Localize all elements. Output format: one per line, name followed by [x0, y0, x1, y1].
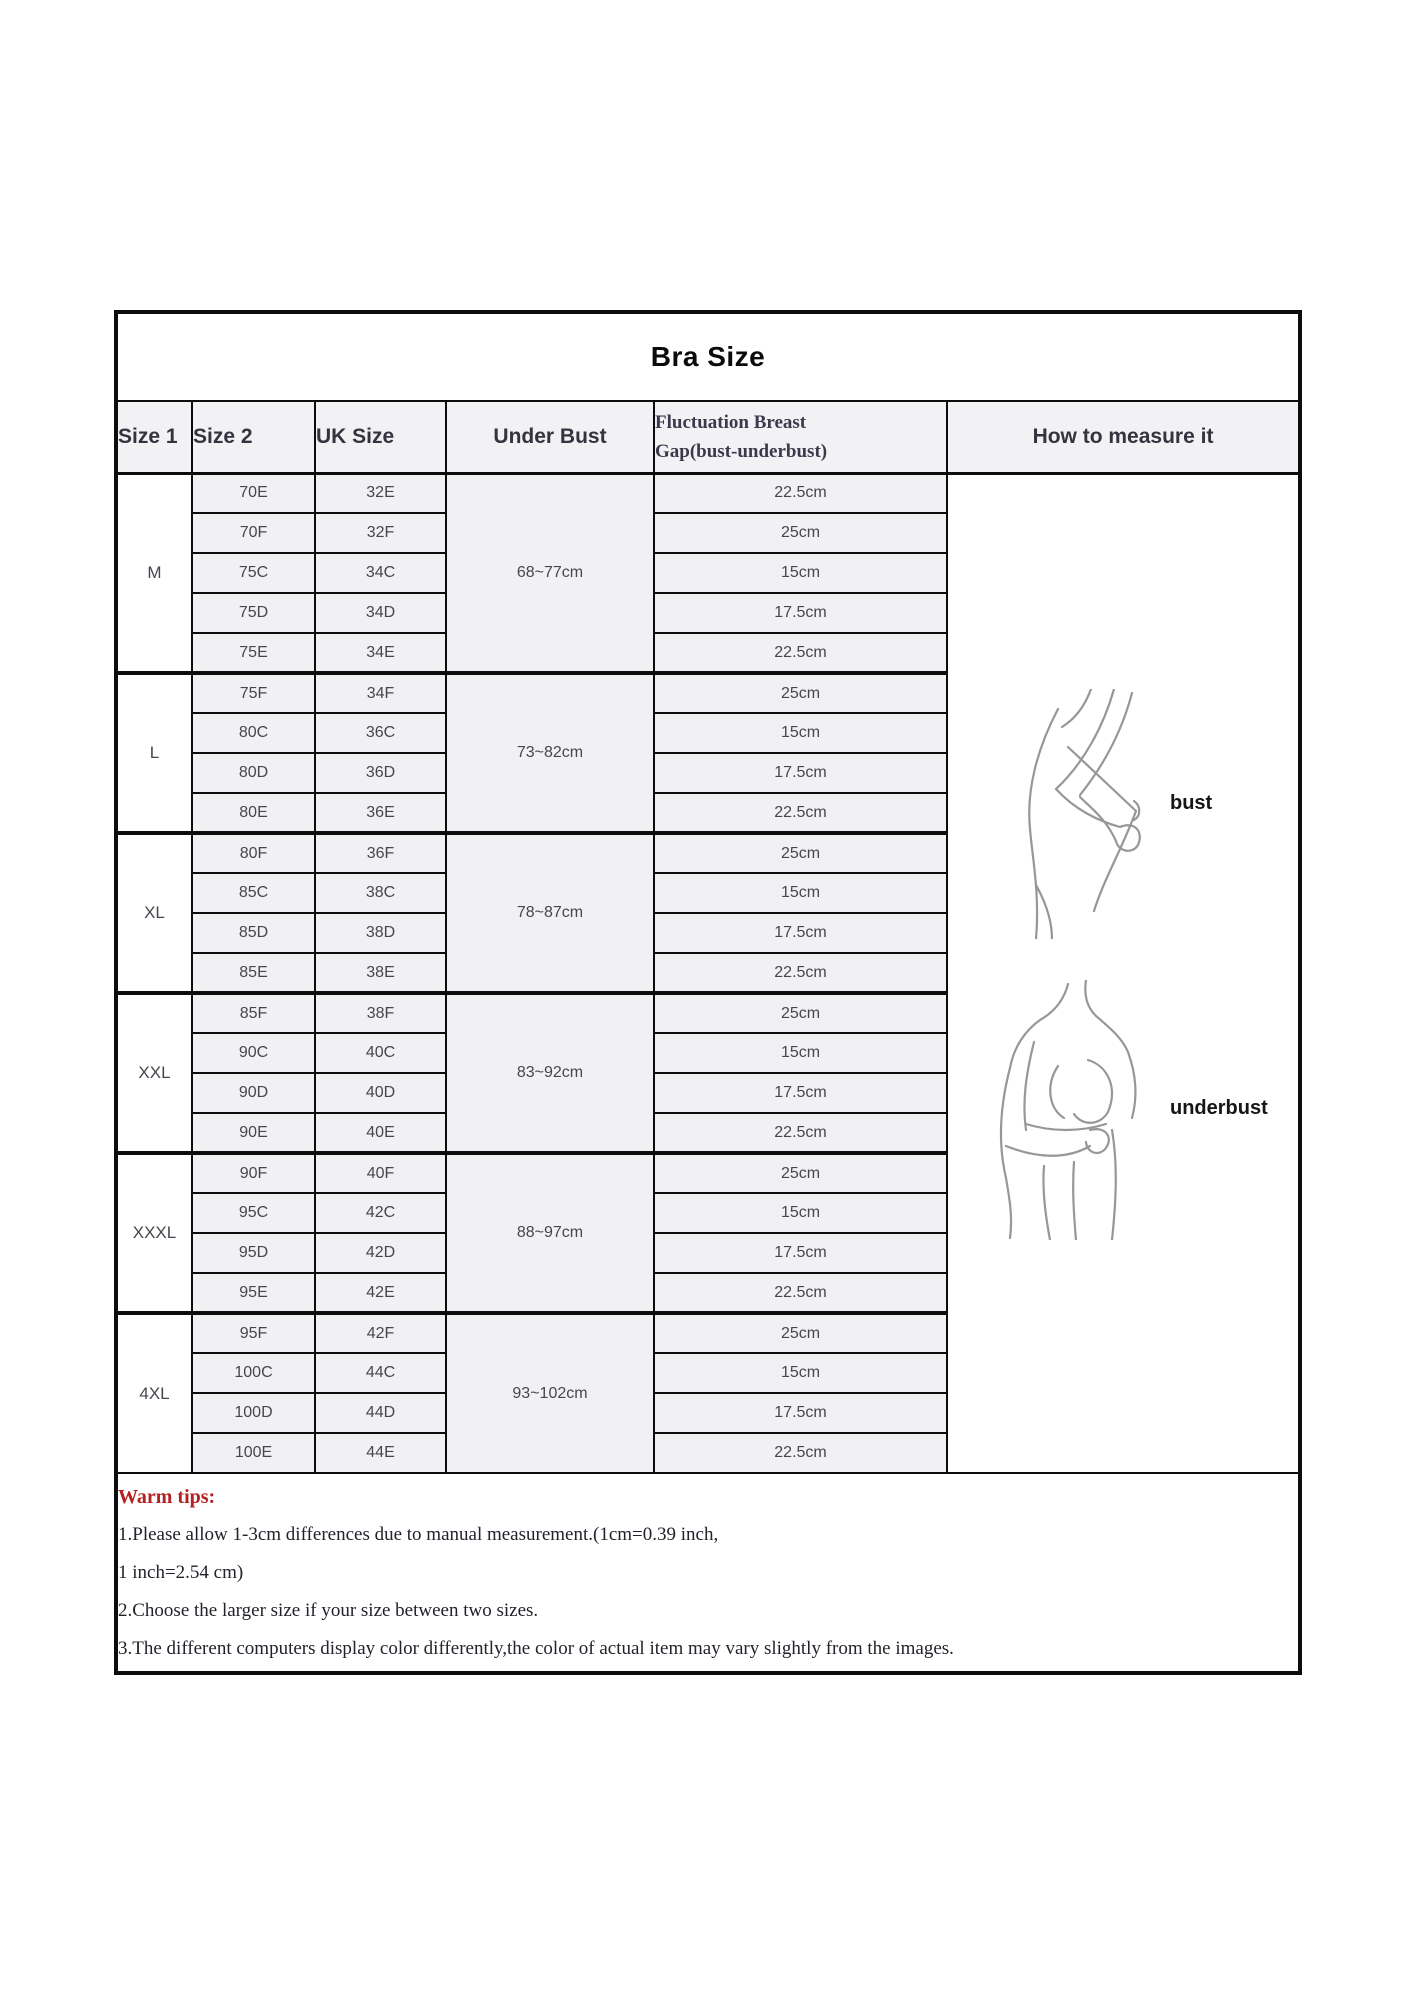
gap-cell: 22.5cm — [654, 633, 947, 673]
warm-tips-heading: Warm tips: — [118, 1485, 216, 1508]
tip-line-2: 1 inch=2.54 cm) — [118, 1561, 244, 1583]
uk-size-cell: 40D — [315, 1073, 446, 1113]
size2-cell: 80C — [192, 713, 315, 753]
size2-cell: 75C — [192, 553, 315, 593]
under-bust-range: 78~87cm — [446, 833, 654, 993]
size2-cell: 90C — [192, 1033, 315, 1073]
title-row — [116, 312, 1300, 401]
column-header-size2: Size 2 — [192, 401, 315, 473]
uk-size-cell: 40F — [315, 1153, 446, 1193]
gap-header-line2: Gap(bust-underbust) — [655, 440, 828, 462]
column-header-gap — [654, 401, 947, 473]
gap-cell: 15cm — [654, 713, 947, 753]
uk-size-cell: 38C — [315, 873, 446, 913]
uk-size-cell: 42D — [315, 1233, 446, 1273]
size2-cell: 80E — [192, 793, 315, 833]
uk-size-cell: 34D — [315, 593, 446, 633]
size2-cell: 75F — [192, 673, 315, 713]
uk-size-cell: 36D — [315, 753, 446, 793]
size2-cell: 85C — [192, 873, 315, 913]
size2-cell: 95E — [192, 1273, 315, 1313]
size2-cell: 85D — [192, 913, 315, 953]
column-header-uk-size: UK Size — [315, 401, 446, 473]
size2-cell: 85F — [192, 993, 315, 1033]
size-group-label: XL — [116, 833, 192, 993]
gap-cell: 22.5cm — [654, 793, 947, 833]
gap-cell: 25cm — [654, 673, 947, 713]
size2-cell: 70E — [192, 473, 315, 513]
page-title: Bra Size — [116, 312, 1300, 401]
size-group-label: M — [116, 473, 192, 673]
size2-cell: 85E — [192, 953, 315, 993]
gap-cell: 22.5cm — [654, 1273, 947, 1313]
size2-cell: 80F — [192, 833, 315, 873]
gap-cell: 25cm — [654, 993, 947, 1033]
column-header-size1: Size 1 — [116, 401, 192, 473]
size2-cell: 95D — [192, 1233, 315, 1273]
underbust-label: underbust — [1170, 1096, 1268, 1119]
under-bust-range: 83~92cm — [446, 993, 654, 1153]
tip-line-3: 2.Choose the larger size if your size between two sizes. — [118, 1599, 539, 1621]
size-group-label: XXXL — [116, 1153, 192, 1313]
uk-size-cell: 32F — [315, 513, 446, 553]
gap-cell: 22.5cm — [654, 473, 947, 513]
size2-cell: 90F — [192, 1153, 315, 1193]
size-chart-table — [114, 310, 1302, 1675]
size2-cell: 90D — [192, 1073, 315, 1113]
size2-cell: 75E — [192, 633, 315, 673]
bust-label: bust — [1170, 791, 1213, 814]
uk-size-cell: 42C — [315, 1193, 446, 1233]
gap-cell: 17.5cm — [654, 1393, 947, 1433]
gap-cell: 25cm — [654, 513, 947, 553]
uk-size-cell: 38D — [315, 913, 446, 953]
uk-size-cell: 34F — [315, 673, 446, 713]
gap-cell: 15cm — [654, 553, 947, 593]
gap-cell: 15cm — [654, 1353, 947, 1393]
gap-cell: 17.5cm — [654, 593, 947, 633]
size2-cell: 100D — [192, 1393, 315, 1433]
gap-cell: 17.5cm — [654, 1233, 947, 1273]
gap-cell: 17.5cm — [654, 753, 947, 793]
bust-figure-sketch — [986, 689, 1176, 939]
gap-cell: 15cm — [654, 1193, 947, 1233]
tips-row — [116, 1473, 1300, 1673]
size-group-label: L — [116, 673, 192, 833]
gap-cell: 25cm — [654, 1313, 947, 1353]
gap-cell: 15cm — [654, 873, 947, 913]
uk-size-cell: 42E — [315, 1273, 446, 1313]
gap-cell: 15cm — [654, 1033, 947, 1073]
size2-cell: 95F — [192, 1313, 315, 1353]
header-row — [116, 401, 1300, 473]
uk-size-cell: 36F — [315, 833, 446, 873]
size-group-label: 4XL — [116, 1313, 192, 1473]
gap-cell: 25cm — [654, 1153, 947, 1193]
uk-size-cell: 38E — [315, 953, 446, 993]
gap-cell: 22.5cm — [654, 1433, 947, 1473]
column-header-how-to-measure: How to measure it — [947, 401, 1300, 473]
size2-cell: 70F — [192, 513, 315, 553]
size2-cell: 75D — [192, 593, 315, 633]
how-to-measure-panel — [947, 473, 1300, 1473]
uk-size-cell: 32E — [315, 473, 446, 513]
uk-size-cell: 42F — [315, 1313, 446, 1353]
underbust-figure-sketch — [986, 980, 1176, 1240]
uk-size-cell: 38F — [315, 993, 446, 1033]
gap-header-line1: Fluctuation Breast — [655, 411, 807, 433]
under-bust-range: 88~97cm — [446, 1153, 654, 1313]
uk-size-cell: 44C — [315, 1353, 446, 1393]
gap-cell: 22.5cm — [654, 1113, 947, 1153]
size2-cell: 90E — [192, 1113, 315, 1153]
gap-cell: 17.5cm — [654, 913, 947, 953]
column-header-under-bust: Under Bust — [446, 401, 654, 473]
under-bust-range: 68~77cm — [446, 473, 654, 673]
uk-size-cell: 40C — [315, 1033, 446, 1073]
under-bust-range: 73~82cm — [446, 673, 654, 833]
uk-size-cell: 36C — [315, 713, 446, 753]
size2-cell: 100E — [192, 1433, 315, 1473]
size2-cell: 100C — [192, 1353, 315, 1393]
gap-cell: 25cm — [654, 833, 947, 873]
size2-cell: 95C — [192, 1193, 315, 1233]
tip-line-1: 1.Please allow 1-3cm differences due to manual measurement.(1cm=0.39 inch, — [118, 1523, 719, 1545]
gap-cell: 17.5cm — [654, 1073, 947, 1113]
tip-line-4: 3.The different computers display color differently,the color of actual item may vary slightly from the images. — [118, 1637, 954, 1659]
uk-size-cell: 40E — [315, 1113, 446, 1153]
gap-cell: 22.5cm — [654, 953, 947, 993]
size2-cell: 80D — [192, 753, 315, 793]
uk-size-cell: 34E — [315, 633, 446, 673]
size-group-label: XXL — [116, 993, 192, 1153]
uk-size-cell: 34C — [315, 553, 446, 593]
uk-size-cell: 36E — [315, 793, 446, 833]
uk-size-cell: 44E — [315, 1433, 446, 1473]
under-bust-range: 93~102cm — [446, 1313, 654, 1473]
uk-size-cell: 44D — [315, 1393, 446, 1433]
table-row — [116, 473, 1300, 513]
warm-tips-section — [116, 1473, 1300, 1673]
